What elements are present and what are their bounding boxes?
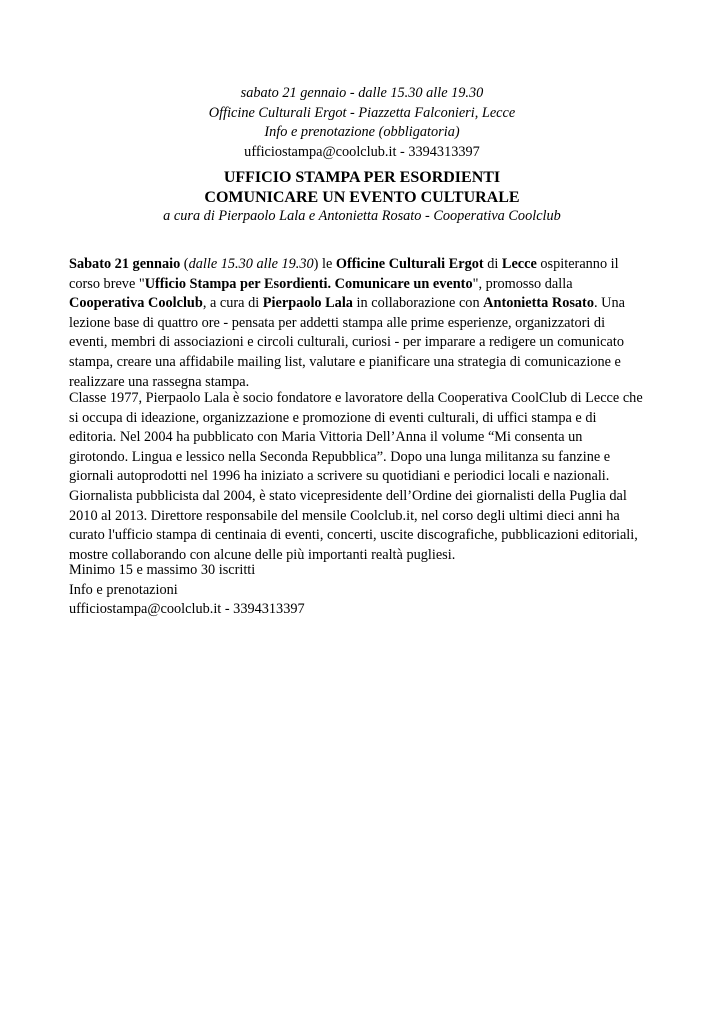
paragraph-line: realizzare una rassegna stampa. [69, 373, 250, 390]
paragraph-line: Giornalista pubblicista dal 2004, è stato vicepresidente dell’Ordine dei giornalisti della Puglia dal [69, 487, 627, 504]
event-venue-line: Officine Culturali Ergot - Piazzetta Falconieri, Lecce [208, 104, 516, 121]
bio-paragraph [69, 389, 659, 565]
paragraph-line: mostre collaborando con alcune delle più importanti realtà pugliesi. [69, 546, 456, 563]
text-fragment: in collaborazione con [352, 295, 484, 312]
text-fragment: ospiteranno il [536, 256, 619, 272]
teacher-name-2: Antonietta Rosato [483, 295, 594, 312]
paragraph-line: curato l'ufficio stampa di centinaia di eventi, concerti, uscite discografiche, pubblicazioni editoriali, [69, 527, 638, 544]
event-contact-line: ufficiostampa@coolclub.it - 3394313397 [244, 143, 480, 160]
paragraph-line: eventi, membri di associazioni e circoli culturali, curiosi - per imparare a redigere un comunicato [69, 334, 624, 351]
paragraph-line: stampa, creare una affidabile mailing list, valutare e pianificare una strategia di comunicazione e [69, 353, 621, 370]
paragraph-line: girotondo. Lingua e lessico nella Seconda Repubblica”. Dopo una lunga militanza su fanzine e [69, 448, 611, 465]
event-header [0, 84, 724, 162]
text-fragment: ) le [313, 256, 336, 272]
contact-info: ufficiostampa@coolclub.it - 3394313397 [69, 601, 305, 618]
teacher-name-1: Pierpaolo Lala [262, 295, 353, 312]
info-label: Info e prenotazioni [69, 581, 178, 598]
text-fragment: di [483, 256, 502, 272]
text-fragment: corso breve " [69, 275, 145, 292]
text-fragment: . Una [593, 295, 625, 312]
paragraph-line: Classe 1977, Pierpaolo Lala è socio fondatore e lavoratore della Cooperativa CoolClub di Lecce che [69, 390, 643, 406]
organizer-name: Cooperativa Coolclub [69, 295, 203, 312]
paragraph-line [69, 294, 659, 314]
paragraph-line: si occupa di ideazione, organizzazione e promozione di eventi culturali, di uffici stampa e di [69, 409, 597, 426]
event-description-paragraph [69, 255, 659, 392]
event-info-line: Info e prenotazione (obbligatoria) [264, 124, 460, 140]
registration-info [69, 561, 659, 620]
course-title: Ufficio Stampa per Esordienti. Comunicare un evento [144, 275, 473, 292]
event-time: dalle 15.30 alle 19.30 [188, 256, 314, 272]
text-fragment: ", promosso dalla [472, 275, 573, 292]
paragraph-line [69, 255, 659, 275]
paragraph-line: editoria. Nel 2004 ha pubblicato con Maria Vittoria Dell’Anna il volume “Mi consenta un [69, 429, 583, 446]
title-line-1: UFFICIO STAMPA PER ESORDIENTI [223, 169, 501, 186]
paragraph-line: lezione base di quattro ore - pensata per addetti stampa alle prime esperienze, organizzatori di [69, 314, 606, 331]
city-name: Lecce [501, 256, 537, 272]
text-fragment: ( [180, 256, 189, 272]
paragraph-line: giornali autoprodotti nel 1996 ha iniziato a scrivere su quotidiani e periodici locali e nazionali. [69, 468, 610, 485]
venue-name: Officine Culturali Ergot [335, 256, 484, 272]
event-date-line: sabato 21 gennaio - dalle 15.30 alle 19.30 [240, 85, 484, 101]
credit-line: a cura di Pierpaolo Lala e Antonietta Rosato - Cooperativa Coolclub [163, 208, 561, 224]
paragraph-line [69, 275, 659, 295]
event-date: Sabato 21 gennaio [69, 256, 181, 272]
paragraph-line: 2010 al 2013. Direttore responsabile del mensile Coolclub.it, nel corso degli ultimi dieci anni ha [69, 507, 620, 524]
text-fragment: , a cura di [202, 295, 263, 312]
title-line-2: COMUNICARE UN EVENTO CULTURALE [204, 188, 520, 206]
title-block [0, 168, 724, 227]
participants-limit: Minimo 15 e massimo 30 iscritti [69, 562, 256, 578]
